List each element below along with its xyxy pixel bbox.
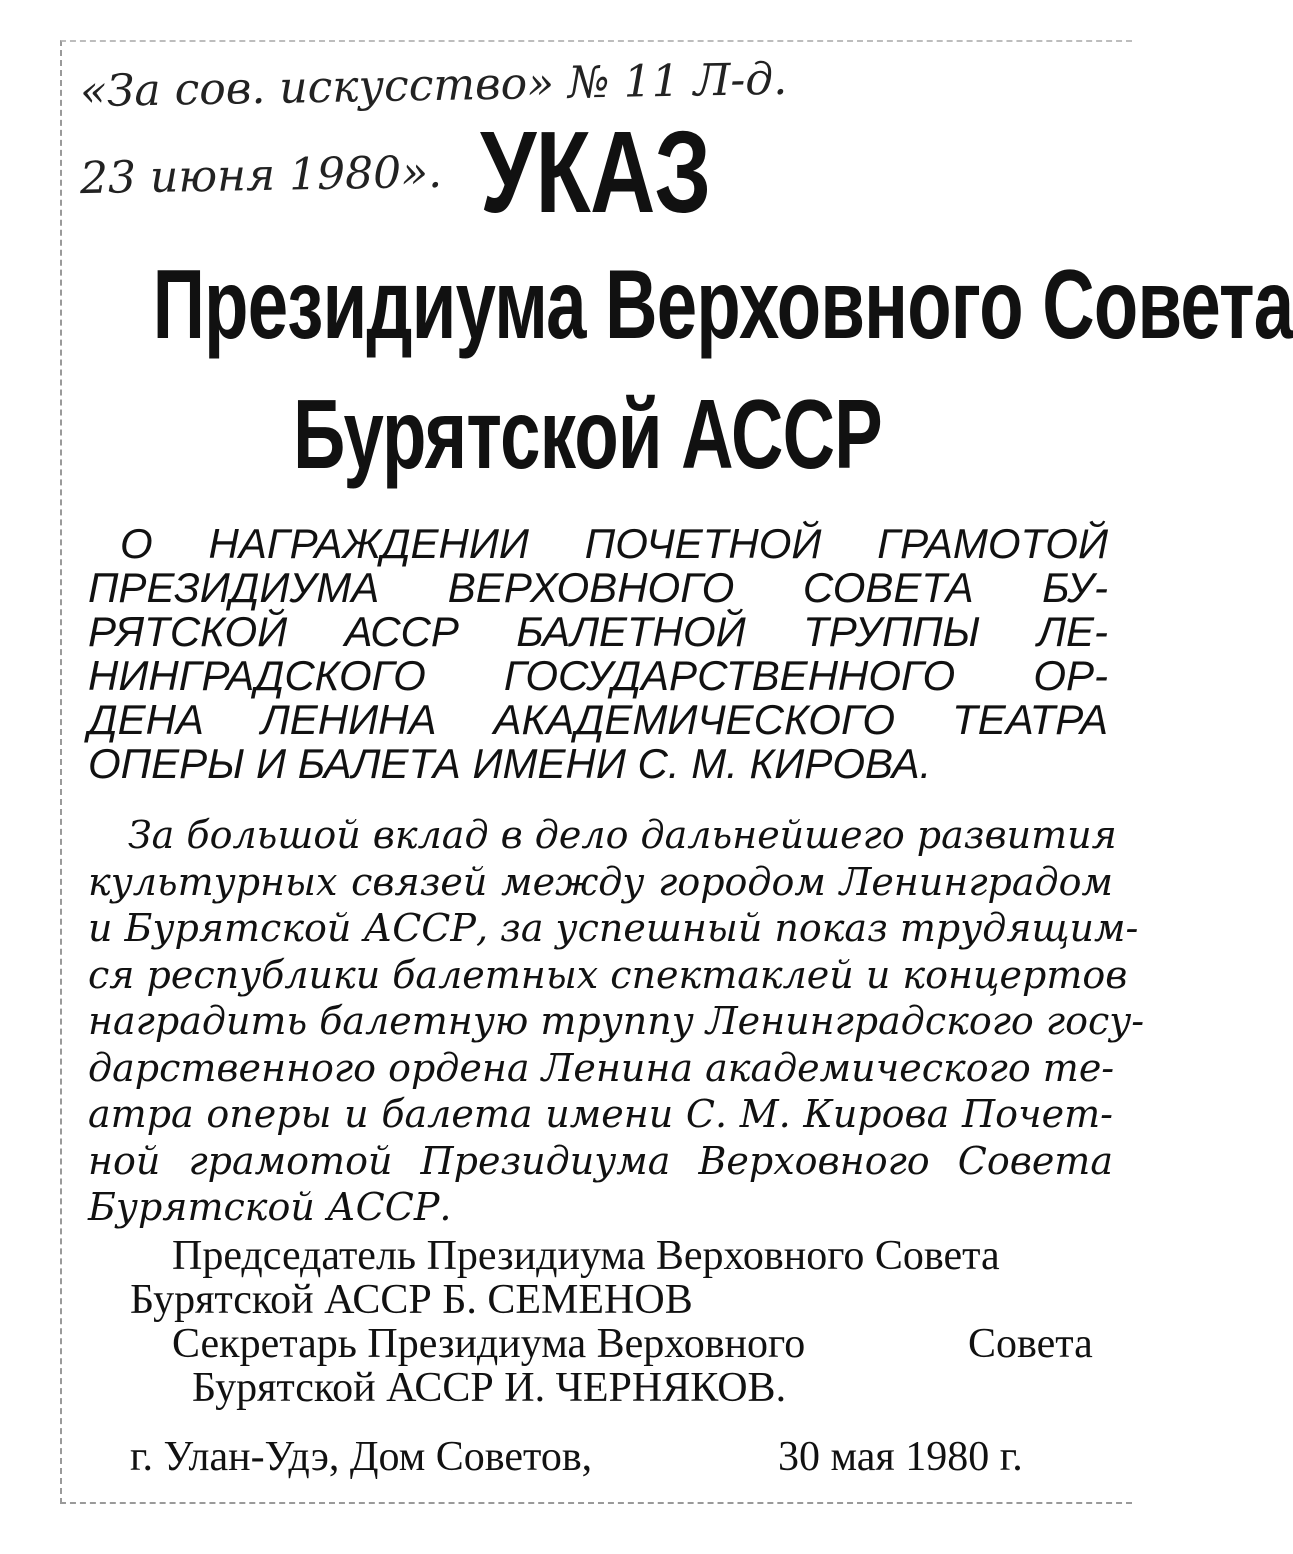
chairman-title: Председатель Президиума Верховного Совета: [172, 1233, 1000, 1279]
headline-buryat-assr: Бурятской АССР: [293, 379, 882, 489]
body-line: и Бурятской АССР, за успешный показ трудящим-: [88, 906, 1139, 950]
secretary-name: Бурятской АССР И. ЧЕРНЯКОВ.: [192, 1365, 787, 1411]
body-line: дарственного ордена Ленина академического те-: [88, 1045, 1115, 1090]
issue-place: г. Улан-Удэ, Дом Советов,: [130, 1434, 593, 1480]
subtitle-line: НИНГРАДСКОГО ГОСУДАРСТВЕННОГО ОР-: [88, 652, 1108, 699]
secretary-title-end: Совета: [968, 1321, 1093, 1367]
chairman-name: Бурятской АССР Б. СЕМЕНОВ: [130, 1277, 693, 1323]
subtitle-line: О НАГРАЖДЕНИИ ПОЧЕТНОЙ ГРАМОТОЙ: [120, 520, 1108, 567]
body-line: наградить балетную труппу Ленинградского госу-: [88, 999, 1145, 1043]
body-line: ной грамотой Президиума Верховного Совета: [88, 1138, 1113, 1183]
headline-ukaz: УКАЗ: [480, 107, 711, 237]
body-line: культурных связей между городом Ленинградом: [88, 859, 1113, 904]
decree-body: [88, 812, 1145, 1231]
headline-presidium: Президиума Верховного Совета: [152, 249, 1293, 359]
secretary-title: Секретарь Президиума Верховного: [172, 1321, 806, 1367]
body-line: ся республики балетных спектаклей и концертов: [88, 952, 1128, 997]
subtitle-line: ДЕНА ЛЕНИНА АКАДЕМИЧЕСКОГО ТЕАТРА: [88, 696, 1108, 743]
subtitle-line: ОПЕРЫ И БАЛЕТА ИМЕНИ С. М. КИРОВА.: [88, 740, 932, 787]
subtitle-line: ПРЕЗИДИУМА ВЕРХОВНОГО СОВЕТА БУ-: [88, 564, 1108, 611]
body-line: Бурятской АССР.: [88, 1185, 452, 1229]
body-line: атра оперы и балета имени С. М. Кирова Почет-: [88, 1092, 1113, 1136]
issue-date: 30 мая 1980 г.: [778, 1434, 1023, 1480]
body-line: За большой вклад в дело дальнейшего развития: [128, 813, 1117, 857]
decree-subtitle: [88, 522, 1108, 786]
handwritten-date-note: 23 июня 1980».: [79, 146, 443, 205]
handwritten-source-note: «За сов. искусство» № 11 Л-д.: [79, 53, 788, 118]
subtitle-line: РЯТСКОЙ АССР БАЛЕТНОЙ ТРУППЫ ЛЕ-: [88, 608, 1108, 655]
